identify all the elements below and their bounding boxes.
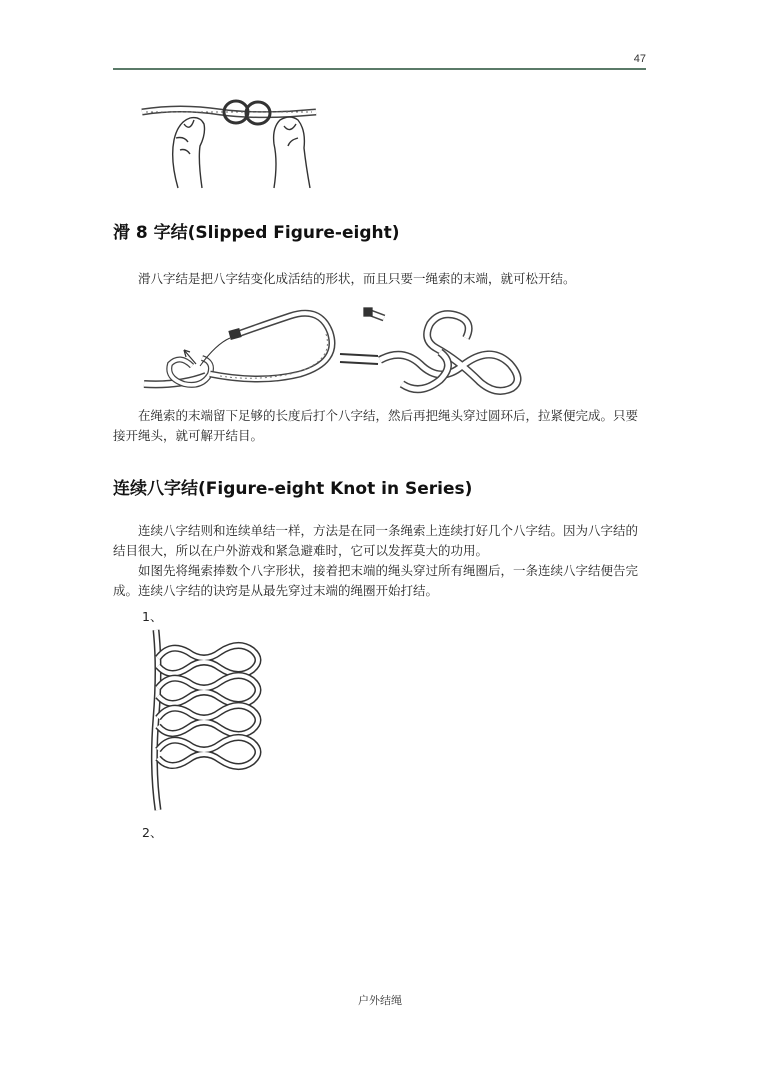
hands-knot-illustration — [140, 90, 326, 190]
step-label: 1、 — [142, 609, 163, 624]
paragraph: 在绳索的末端留下足够的长度后打个八字结，然后再把绳头穿过圆环后，拉紧便完成。只要接开绳头，就可解开结目。 — [113, 408, 639, 443]
step-label: 2、 — [142, 825, 163, 840]
paragraph: 连续八字结则和连续单结一样，方法是在同一条绳索上连续打好几个八字结。因为八字结的结目很大，所以在户外游戏和紧急避难时，它可以发挥莫大的功用。 — [113, 523, 639, 558]
page-footer: 户外结绳 — [358, 994, 402, 1007]
section-heading-slipped-figure-eight: 滑 8 字结(Slipped Figure-eight) — [113, 223, 400, 243]
paragraph: 滑八字结是把八字结变化成活结的形状，而且只要一绳索的末端，就可松开结。 — [138, 271, 576, 286]
header-rule — [113, 68, 646, 70]
slipped-figure-eight-illustration — [140, 304, 530, 404]
section-heading-figure-eight-in-series: 连续八字结(Figure-eight Knot in Series) — [113, 479, 473, 499]
paragraph: 如图先将绳索捧数个八字形状，接着把末端的绳头穿过所有绳圈后，一条连续八字结便告完成。连续八字结的诀窍是从最先穿过末端的绳圈开始打结。 — [113, 563, 639, 598]
figure-eight-series-illustration — [140, 628, 270, 812]
page-number: 47 — [633, 53, 646, 65]
